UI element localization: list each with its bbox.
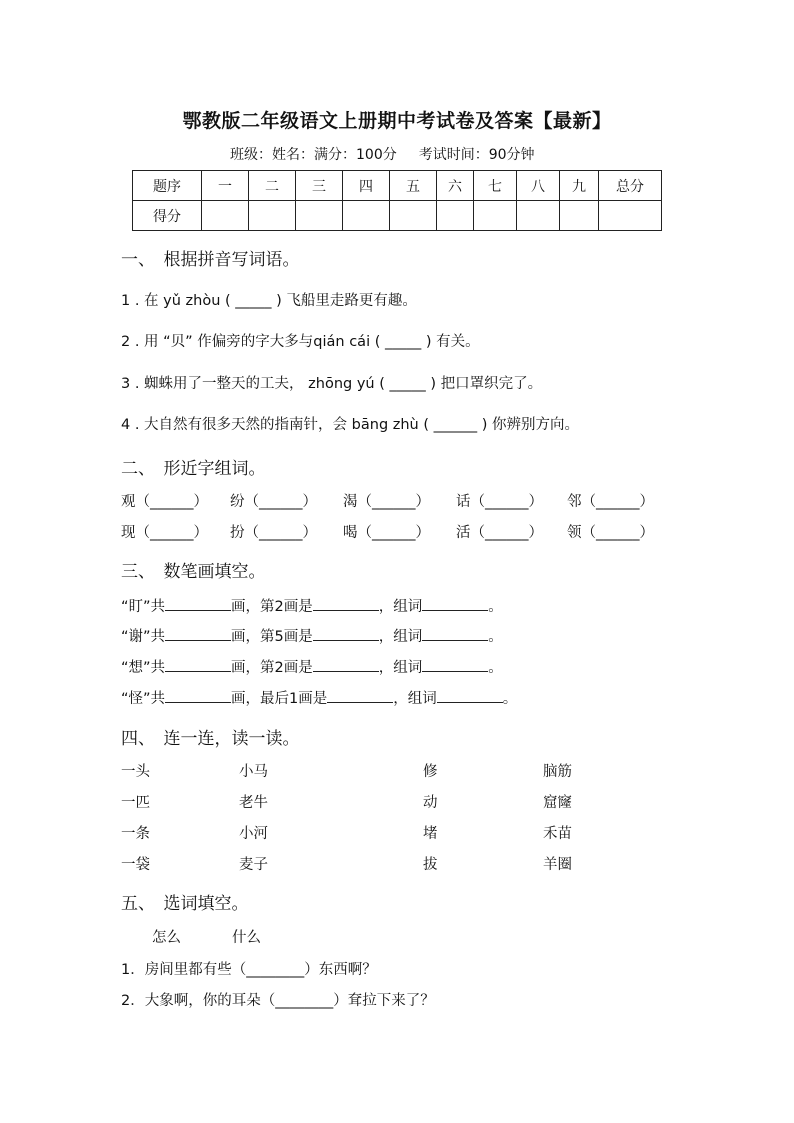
answer-blank[interactable] — [313, 657, 379, 672]
s4-object[interactable]: 窟窿 — [543, 795, 572, 811]
s2-item: 渴（______） — [343, 494, 430, 510]
s4-object[interactable]: 脑筋 — [543, 764, 572, 780]
section-4-title: 四、 连一连，读一读。 — [121, 729, 300, 749]
exam-time: 考试时间：90分钟 — [418, 147, 535, 163]
score-cell[interactable] — [249, 201, 296, 231]
s3-text: 画，第5画是 — [231, 629, 313, 645]
score-header-cell: 六 — [437, 171, 474, 201]
s4-verb[interactable]: 堵 — [423, 826, 438, 842]
score-header-cell: 七 — [474, 171, 517, 201]
s5-choice-word: 什么 — [232, 930, 261, 946]
score-table-header-row — [133, 171, 662, 201]
answer-blank[interactable] — [437, 688, 503, 703]
s2-item: 喝（______） — [343, 525, 430, 541]
s3-text: 画，第2画是 — [231, 599, 313, 615]
score-cell[interactable] — [343, 201, 390, 231]
s4-measure-word[interactable]: 一匹 — [121, 795, 150, 811]
answer-blank[interactable] — [313, 626, 379, 641]
answer-blank[interactable] — [422, 596, 488, 611]
s4-verb[interactable]: 动 — [423, 795, 438, 811]
score-cell[interactable] — [390, 201, 437, 231]
s3-text: 。 — [488, 599, 503, 615]
exam-info — [230, 144, 535, 164]
s3-text: 画，第2画是 — [231, 660, 313, 676]
s2-item: 话（______） — [456, 494, 543, 510]
answer-blank[interactable] — [165, 596, 231, 611]
score-table-score-row — [133, 201, 662, 231]
s3-text: “怪”共 — [121, 691, 166, 707]
s4-noun[interactable]: 老牛 — [239, 795, 268, 811]
s1-question-2: 2 . 用 “贝” 作偏旁的字大多与qián cái ( _____ ) 有关。 — [121, 334, 480, 350]
s4-verb[interactable]: 修 — [423, 764, 438, 780]
s3-text: “想”共 — [121, 660, 166, 676]
score-header-cell: 总分 — [599, 171, 662, 201]
score-row-label: 得分 — [133, 201, 202, 231]
score-header-cell: 题序 — [133, 171, 202, 201]
score-table — [132, 170, 662, 231]
s1-question-4: 4 . 大自然有很多天然的指南针，会 bāng zhù ( ______ ) 你辨别方向。 — [121, 417, 579, 433]
s4-measure-word[interactable]: 一袋 — [121, 857, 150, 873]
s3-text: 。 — [502, 691, 518, 707]
score-header-cell: 三 — [296, 171, 343, 201]
section-1-title: 一、 根据拼音写词语。 — [121, 250, 300, 270]
s4-verb[interactable]: 拔 — [423, 857, 438, 873]
s2-item: 扮（______） — [230, 525, 317, 541]
score-cell[interactable] — [599, 201, 662, 231]
score-header-cell: 八 — [517, 171, 560, 201]
s4-object[interactable]: 羊圈 — [543, 857, 572, 873]
answer-blank[interactable] — [422, 626, 488, 641]
score-header-cell: 一 — [202, 171, 249, 201]
s2-item: 邻（______） — [567, 494, 654, 510]
s3-text: ，组词 — [378, 629, 423, 645]
s3-question-4 — [121, 687, 517, 708]
s4-measure-word[interactable]: 一条 — [121, 826, 150, 842]
section-5-title: 五、 选词填空。 — [121, 894, 249, 914]
s4-noun[interactable]: 小河 — [239, 826, 268, 842]
answer-blank[interactable] — [327, 688, 393, 703]
score-cell[interactable] — [437, 201, 474, 231]
s4-noun[interactable]: 小马 — [239, 764, 268, 780]
section-3-title: 三、 数笔画填空。 — [121, 562, 266, 582]
s1-question-3: 3 . 蜘蛛用了一整天的工夫， zhōng yú ( _____ ) 把口罩织完了。 — [121, 376, 543, 392]
s2-item: 领（______） — [567, 525, 654, 541]
s3-text: “谢”共 — [121, 629, 166, 645]
s5-question-2: 2．大象啊，你的耳朵（________）耷拉下来了？ — [121, 993, 435, 1009]
page-title: 鄂教版二年级语文上册期中考试卷及答案【最新】 — [182, 110, 612, 132]
section-2-title: 二、 形近字组词。 — [121, 459, 266, 479]
s3-question-2 — [121, 625, 503, 646]
score-cell[interactable] — [560, 201, 599, 231]
score-header-cell: 九 — [560, 171, 599, 201]
score-cell[interactable] — [474, 201, 517, 231]
s2-item: 活（______） — [456, 525, 543, 541]
s4-measure-word[interactable]: 一头 — [121, 764, 150, 780]
s3-question-3 — [121, 656, 503, 677]
s3-text: ，组词 — [378, 660, 423, 676]
s4-object[interactable]: 禾苗 — [543, 826, 572, 842]
answer-blank[interactable] — [165, 688, 231, 703]
s5-question-1: 1．房间里都有些（________）东西啊？ — [121, 962, 377, 978]
s1-question-1: 1 . 在 yǔ zhòu ( _____ ) 飞船里走路更有趣。 — [121, 293, 417, 309]
s2-item: 纷（______） — [230, 494, 317, 510]
answer-blank[interactable] — [313, 596, 379, 611]
s5-choice-word: 怎么 — [152, 930, 181, 946]
s4-noun[interactable]: 麦子 — [239, 857, 268, 873]
s3-question-1 — [121, 595, 503, 616]
s3-text: ，组词 — [378, 599, 423, 615]
s3-text: “盯”共 — [121, 599, 166, 615]
answer-blank[interactable] — [165, 626, 231, 641]
s2-item: 观（______） — [121, 494, 208, 510]
s2-item: 现（______） — [121, 525, 208, 541]
score-cell[interactable] — [296, 201, 343, 231]
exam-info-fields: 班级：姓名：满分：100分 — [230, 147, 397, 163]
score-header-cell: 二 — [249, 171, 296, 201]
score-cell[interactable] — [517, 201, 560, 231]
s3-text: 。 — [488, 629, 503, 645]
score-header-cell: 四 — [343, 171, 390, 201]
s3-text: ，组词 — [393, 691, 437, 707]
score-header-cell: 五 — [390, 171, 437, 201]
s3-text: 。 — [488, 660, 503, 676]
score-cell[interactable] — [202, 201, 249, 231]
answer-blank[interactable] — [422, 657, 488, 672]
answer-blank[interactable] — [165, 657, 231, 672]
s3-text: 画，最后1画是 — [231, 691, 328, 707]
